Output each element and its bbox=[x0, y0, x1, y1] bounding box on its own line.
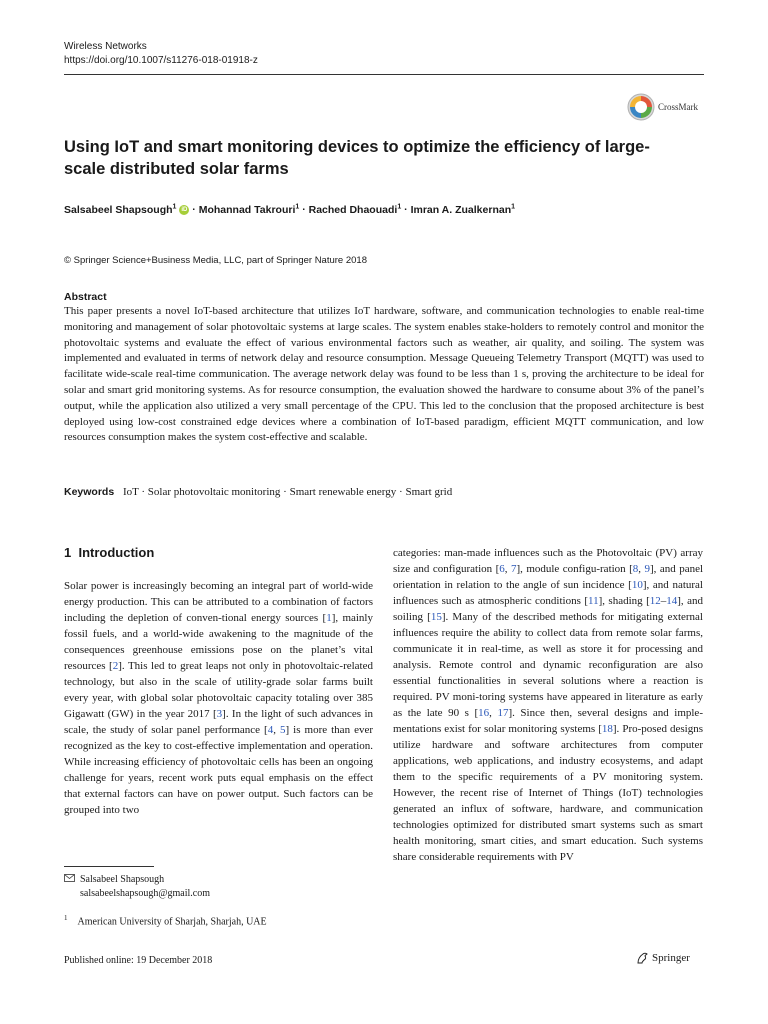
body-column-left: Solar power is increasingly becoming an integral part of world-wide energy production. This can be attributed to a combination of factors including the depletion of conven-tional energy sources [1], mainly fossil fuels, and a world-wide awakening to the magnitude of the consequences greenhouse emissions pose on the planet’s vital resources [2]. This led to great leaps not only in photovoltaic-related technology, but also in the scale of utility-grade solar farms built every year, with global solar photovoltaic capacity totaling over 385 Gigawatt (GW) in the year 2017 [3]. In the light of such advances in scale, the study of solar panel performance [4, 5] is more than ever recognized as the key to cost-effective implementation and operation. While increasing efficiency of photovoltaic cells has been an ongoing challenge for years, recent work puts equal emphasis on the effect that external factors can have on power output. Such factors can be grouped into two bbox=[64, 580, 374, 816]
keyword: Smart renewable energy bbox=[289, 486, 397, 498]
author[interactable]: Mohannad Takrouri$^1$ bbox=[198, 203, 300, 216]
springer-logo: Springer bbox=[635, 951, 690, 965]
crossmark-badge[interactable] bbox=[627, 91, 717, 123]
affiliation: $^1$ American University of Sharjah, Sharjah, UAE bbox=[64, 914, 267, 928]
corresponding-name: Salsabeel Shapsough bbox=[80, 874, 165, 885]
paper-title: Using IoT and smart monitoring devices to optimize the efficiency of large-scale distributed solar farms bbox=[64, 138, 650, 178]
body-column-right: categories: man-made influences such as the Photovoltaic (PV) array size and configuration [6, 7], module configu-ration [8, 9], and panel orientation in relation to the angle of sun incidence [10], and natural influences such as atmospheric conditions [11], shading [12–14], and soiling [15]. Many of the described methods for mitigating external influences require the ability to collect data from remote solar farms, communicate it in real-time, as well as store it for processing and analysis. Remote control and dynamic reconfiguration are also essential functionalities in several solutions where a reaction is required. PV moni-toring systems have appeared in literature as early as the late 90 s [16, 17]. Since then, several designs and imple-mentations exist for solar monitoring systems [18]. Pro-posed designs utilize hardware and software architectures from computer applications, web applications, and industry ecosystems, and adapt them to the specific requirements of a PV monitoring system. However, the recent rise of Internet of Things (IoT) technologies generated an influx of software, hardware, and communication technologies optimized for distributed smart systems such as smart health monitoring, smart cities, and smart education. Such systems share considerable requirements with PV bbox=[393, 547, 704, 863]
footnote-rule bbox=[64, 866, 154, 867]
abstract-heading: Abstract bbox=[64, 291, 107, 303]
author[interactable]: Imran A. Zualkernan$^1$ bbox=[410, 203, 516, 216]
author-list: Salsabeel Shapsough$^1$ iD · Mohannad Takrouri$^1$ · Rached Dhaouadi$^1$ · Imran A. Zualkernan$^1$ bbox=[64, 203, 516, 216]
keywords: Keywords IoT · Solar photovoltaic monitoring · Smart renewable energy · Smart grid bbox=[64, 486, 453, 498]
crossmark-label: CrossMark bbox=[658, 102, 698, 112]
crossmark-icon bbox=[627, 93, 655, 121]
copyright-line: © Springer Science+Business Media, LLC, part of Springer Nature 2018 bbox=[64, 255, 367, 266]
author[interactable]: Salsabeel Shapsough$^1$ bbox=[64, 203, 177, 216]
keyword: Solar photovoltaic monitoring bbox=[147, 486, 281, 498]
corresponding-author bbox=[64, 873, 210, 901]
journal-header bbox=[64, 40, 258, 68]
corresponding-email[interactable]: salsabeelshapsough@gmail.com bbox=[80, 888, 211, 899]
header-rule bbox=[64, 74, 704, 75]
envelope-icon bbox=[64, 873, 80, 887]
keyword: Smart grid bbox=[405, 486, 453, 498]
published-date: Published online: 19 December 2018 bbox=[64, 955, 213, 966]
keywords-label: Keywords bbox=[64, 486, 115, 498]
keyword: IoT bbox=[122, 486, 139, 498]
journal-name: Wireless Networks bbox=[64, 41, 147, 52]
section-heading: 1 Introduction bbox=[64, 545, 155, 560]
abstract-body: This paper presents a novel IoT-based architecture that utilizes IoT hardware, software, and communication technologies to enable real-time monitoring and management of solar photovoltaic systems at large scales. The system enables stake-holders to remotely control and monitor the photovoltaic systems and evaluate the effect of various environmental factors such as weather, air quality, and soiling. The system was implemented and evaluated in terms of network delay and resource consumption. Message Queueing Telemetry Transport (MQTT) was used to facilitate wide-scale real-time communication. The average network delay was found to be less than 1 s, proving the architecture to be ideal for solar and smart grid monitoring systems. As for resource consumption, the evaluation showed the hardware to consume about 3% of the panel’s output, while the application also utilized a very small percentage of the CPU. This led to the conclusion that the proposed architecture is best deployed using low-cost constrained edge devices where a combination of IoT-based paradigm, efficient MQTT communication, and low resources consumption makes the system cost-effective and scalable. bbox=[64, 305, 704, 444]
author[interactable]: Rached Dhaouadi$^1$ bbox=[308, 203, 402, 216]
springer-horse-icon bbox=[635, 951, 649, 965]
orcid-icon[interactable]: iD bbox=[181, 206, 188, 213]
doi-link[interactable]: https://doi.org/10.1007/s11276-018-01918-z bbox=[64, 55, 258, 66]
